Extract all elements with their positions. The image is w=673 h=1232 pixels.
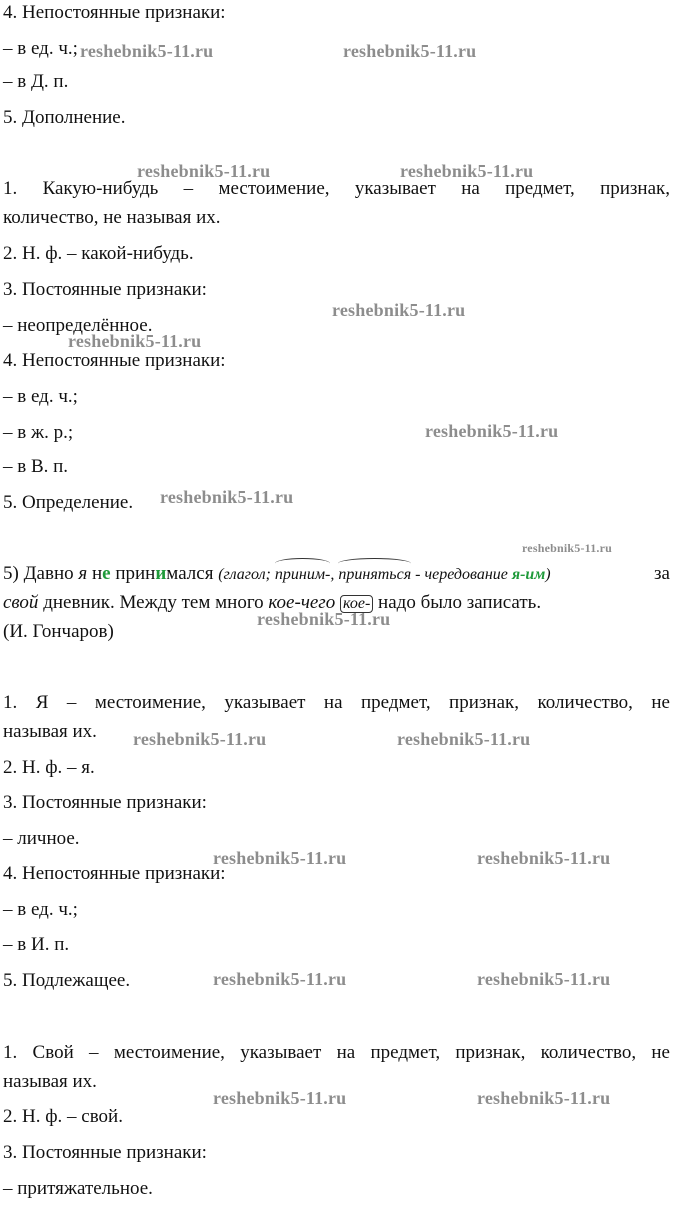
text-line: 1. Я – местоимение, указывает на предмет, признак, количество, не bbox=[3, 692, 670, 713]
text-line: – в Д. п. bbox=[3, 71, 69, 92]
watermark: reshebnik5-11.ru bbox=[137, 161, 271, 181]
text-line: количество, не называя их. bbox=[3, 207, 221, 228]
text-line: (И. Гончаров) bbox=[3, 621, 114, 642]
watermark: reshebnik5-11.ru bbox=[213, 969, 347, 989]
watermark: reshebnik5-11.ru bbox=[477, 969, 611, 989]
text-line: 4. Непостоянные признаки: bbox=[3, 863, 226, 884]
analyzed-sentence-line: 5) Давно я не принимался (глагол; приним-, приняться - чередование я-им) за bbox=[3, 563, 670, 584]
text-line: называя их. bbox=[3, 721, 97, 742]
text-line: 5. Дополнение. bbox=[3, 107, 126, 128]
watermark: reshebnik5-11.ru bbox=[397, 729, 531, 749]
watermark: reshebnik5-11.ru bbox=[477, 848, 611, 868]
watermark: reshebnik5-11.ru bbox=[477, 1088, 611, 1108]
watermark: reshebnik5-11.ru bbox=[213, 848, 347, 868]
text-line: 2. Н. ф. – я. bbox=[3, 757, 95, 778]
watermark: reshebnik5-11.ru bbox=[160, 487, 294, 507]
text-line: – притяжательное. bbox=[3, 1178, 153, 1199]
text-line: 3. Постоянные признаки: bbox=[3, 279, 207, 300]
watermark: reshebnik5-11.ru bbox=[522, 541, 612, 555]
analyzed-sentence-line: свой дневник. Между тем много кое-чего кое- надо было записать. bbox=[3, 592, 542, 613]
watermark: reshebnik5-11.ru bbox=[133, 729, 267, 749]
text-line: называя их. bbox=[3, 1071, 97, 1092]
root-arc: приняться bbox=[338, 564, 411, 586]
watermark: reshebnik5-11.ru bbox=[213, 1088, 347, 1108]
root-arc: приним- bbox=[275, 564, 330, 586]
text-line: 2. Н. ф. – свой. bbox=[3, 1106, 123, 1127]
text-line: – в ед. ч.; bbox=[3, 899, 78, 920]
text-line: 3. Постоянные признаки: bbox=[3, 1142, 207, 1163]
text-line: 5. Определение. bbox=[3, 492, 134, 513]
text-line: – в ед. ч.; bbox=[3, 38, 78, 59]
text-line: – в ед. ч.; bbox=[3, 386, 78, 407]
text-line: – личное. bbox=[3, 828, 80, 849]
text-line: 3. Постоянные признаки: bbox=[3, 792, 207, 813]
text-line: – в В. п. bbox=[3, 456, 69, 477]
text-line: – в И. п. bbox=[3, 934, 70, 955]
text-line: 1. Какую-нибудь – местоимение, указывает на предмет, признак, bbox=[3, 178, 670, 199]
text-line: 4. Непостоянные признаки: bbox=[3, 350, 226, 371]
text-line: 1. Свой – местоимение, указывает на предмет, признак, количество, не bbox=[3, 1042, 670, 1063]
text-line: – в ж. р.; bbox=[3, 422, 74, 443]
watermark: reshebnik5-11.ru bbox=[68, 331, 202, 351]
watermark: reshebnik5-11.ru bbox=[257, 609, 391, 629]
watermark: reshebnik5-11.ru bbox=[425, 421, 559, 441]
watermark: reshebnik5-11.ru bbox=[80, 41, 214, 61]
morpheme-note: (глагол; приним-, приняться - чередование я-им) bbox=[218, 566, 550, 583]
watermark: reshebnik5-11.ru bbox=[332, 300, 466, 320]
watermark: reshebnik5-11.ru bbox=[343, 41, 477, 61]
watermark: reshebnik5-11.ru bbox=[400, 161, 534, 181]
prefix-box: кое- bbox=[340, 595, 373, 613]
text-line: 4. Непостоянные признаки: bbox=[3, 2, 226, 23]
text-line: – неопределённое. bbox=[3, 315, 153, 336]
text-line: 5. Подлежащее. bbox=[3, 970, 131, 991]
text-line: 2. Н. ф. – какой-нибудь. bbox=[3, 243, 194, 264]
